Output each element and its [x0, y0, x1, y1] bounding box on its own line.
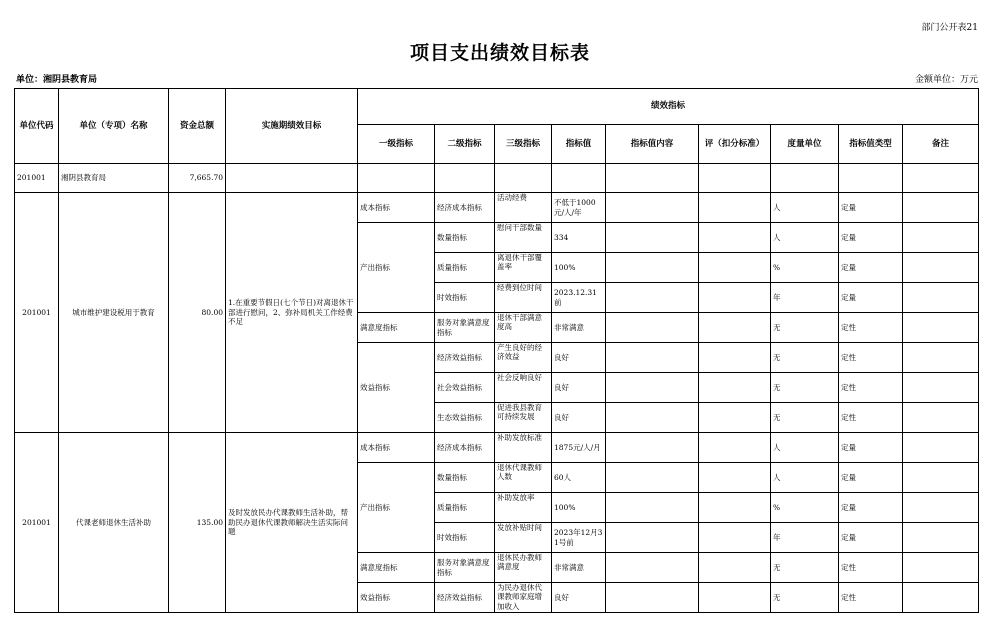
- type-cell: 定量: [839, 493, 903, 523]
- table-row: [15, 193, 979, 223]
- level1-cell: 效益指标: [358, 583, 435, 613]
- level1-cell: 效益指标: [358, 343, 435, 433]
- project-amount: 135.00: [169, 433, 226, 613]
- value-cell: 良好: [552, 583, 606, 613]
- level3-cell: 退休代课教师人数: [495, 463, 552, 493]
- level3-cell: 活动经费: [495, 193, 552, 223]
- level2-cell: 经济效益指标: [435, 343, 495, 373]
- level1-cell: 产出指标: [358, 463, 435, 553]
- value-cell: 100%: [552, 253, 606, 283]
- measure-cell: 无: [771, 583, 839, 613]
- performance-table: [14, 88, 979, 613]
- value-cell: 良好: [552, 343, 606, 373]
- level1-cell: 满意度指标: [358, 313, 435, 343]
- header-total-funds: 资金总额: [169, 89, 226, 164]
- project-name: 城市维护建设税用于教育: [59, 193, 169, 433]
- header-content: 指标值内容: [606, 125, 699, 164]
- value-cell: 2023.12.31前: [552, 283, 606, 313]
- project-name: 代课老师退休生活补助: [59, 433, 169, 613]
- type-cell: 定性: [839, 343, 903, 373]
- level2-cell: 社会效益指标: [435, 373, 495, 403]
- summary-row: [15, 164, 979, 193]
- level2-cell: 服务对象满意度指标: [435, 553, 495, 583]
- level2-cell: 经济成本指标: [435, 193, 495, 223]
- header-value-type: 指标值类型: [839, 125, 903, 164]
- level3-cell: 慰问干部数量: [495, 223, 552, 253]
- level2-cell: 数量指标: [435, 223, 495, 253]
- header-level1: 一级指标: [358, 125, 435, 164]
- header-value: 指标值: [552, 125, 606, 164]
- type-cell: 定量: [839, 283, 903, 313]
- measure-cell: 无: [771, 313, 839, 343]
- measure-cell: 年: [771, 523, 839, 553]
- measure-cell: 无: [771, 373, 839, 403]
- project-goal: 1.在重要节假日(七个节日)对离退休干部进行慰问，2、弥补局机关工作经费不足: [226, 193, 358, 433]
- level3-cell: 补助发放标准: [495, 433, 552, 463]
- type-cell: 定性: [839, 583, 903, 613]
- project-goal: 及时发放民办代课教师生活补助，帮助民办退休代课教师解决生活实际问题: [226, 433, 358, 613]
- level1-cell: 成本指标: [358, 433, 435, 463]
- level1-cell: 满意度指标: [358, 553, 435, 583]
- level1-cell: 成本指标: [358, 193, 435, 223]
- type-cell: 定量: [839, 193, 903, 223]
- level2-cell: 数量指标: [435, 463, 495, 493]
- level2-cell: 经济成本指标: [435, 433, 495, 463]
- summary-name: 湘阴县教育局: [59, 164, 169, 193]
- level3-cell: 社会反响良好: [495, 373, 552, 403]
- level3-cell: 产生良好的经济效益: [495, 343, 552, 373]
- level3-cell: 退休干部满意度高: [495, 313, 552, 343]
- value-cell: 334: [552, 223, 606, 253]
- level3-cell: 退休民办教师满意度: [495, 553, 552, 583]
- measure-cell: 年: [771, 283, 839, 313]
- value-cell: 100%: [552, 493, 606, 523]
- type-cell: 定性: [839, 553, 903, 583]
- level3-cell: 补助发放率: [495, 493, 552, 523]
- level2-cell: 生态效益指标: [435, 403, 495, 433]
- measure-cell: 无: [771, 343, 839, 373]
- value-cell: 良好: [552, 373, 606, 403]
- header-measure: 度量单位: [771, 125, 839, 164]
- measure-cell: 人: [771, 223, 839, 253]
- project-code: 201001: [15, 433, 59, 613]
- project-code: 201001: [15, 193, 59, 433]
- type-cell: 定量: [839, 463, 903, 493]
- value-cell: 2023年12月31号前: [552, 523, 606, 553]
- value-cell: 良好: [552, 403, 606, 433]
- measure-cell: 人: [771, 463, 839, 493]
- level2-cell: 经济效益指标: [435, 583, 495, 613]
- header-indicators: 绩效指标: [358, 89, 979, 125]
- value-cell: 非常满意: [552, 553, 606, 583]
- level2-cell: 时效指标: [435, 523, 495, 553]
- measure-cell: %: [771, 493, 839, 523]
- level3-cell: 发放补贴时间: [495, 523, 552, 553]
- type-cell: 定量: [839, 223, 903, 253]
- table-number-label: 部门公开表21: [921, 23, 978, 33]
- value-cell: 60人: [552, 463, 606, 493]
- header-level3: 三级指标: [495, 125, 552, 164]
- measure-cell: 人: [771, 193, 839, 223]
- type-cell: 定量: [839, 523, 903, 553]
- measure-cell: 人: [771, 433, 839, 463]
- level2-cell: 质量指标: [435, 493, 495, 523]
- value-cell: 不低于1000元/人/年: [552, 193, 606, 223]
- level3-cell: 离退休干部覆盖率: [495, 253, 552, 283]
- level2-cell: 质量指标: [435, 253, 495, 283]
- measure-cell: 无: [771, 553, 839, 583]
- type-cell: 定性: [839, 403, 903, 433]
- header-unit-code: 单位代码: [15, 89, 59, 164]
- header-unit-name: 单位（专项）名称: [59, 89, 169, 164]
- type-cell: 定量: [839, 253, 903, 283]
- level1-cell: 产出指标: [358, 223, 435, 313]
- summary-amount: 7,665.70: [169, 164, 226, 193]
- value-cell: 1875元/人/月: [552, 433, 606, 463]
- type-cell: 定量: [839, 433, 903, 463]
- measure-cell: %: [771, 253, 839, 283]
- level2-cell: 时效指标: [435, 283, 495, 313]
- level3-cell: 经费到位时间: [495, 283, 552, 313]
- project-amount: 80.00: [169, 193, 226, 433]
- type-cell: 定性: [839, 373, 903, 403]
- header-score: 评（扣分标准）: [699, 125, 771, 164]
- level2-cell: 服务对象满意度指标: [435, 313, 495, 343]
- table-row: [15, 433, 979, 463]
- page-title: 项目支出绩效目标表: [409, 42, 590, 64]
- summary-code: 201001: [15, 164, 59, 193]
- type-cell: 定性: [839, 313, 903, 343]
- measure-cell: 无: [771, 403, 839, 433]
- header-level2: 二级指标: [435, 125, 495, 164]
- unit-label: 单位：湘阴县教育局: [16, 75, 98, 85]
- level3-cell: 促进我县教育可持续发展: [495, 403, 552, 433]
- header-remark: 备注: [903, 125, 979, 164]
- amount-unit-label: 金额单位：万元: [914, 75, 978, 85]
- value-cell: 非常满意: [552, 313, 606, 343]
- header-goal: 实施期绩效目标: [226, 89, 358, 164]
- level3-cell: 为民办退休代课教师家庭增加收入: [495, 583, 552, 613]
